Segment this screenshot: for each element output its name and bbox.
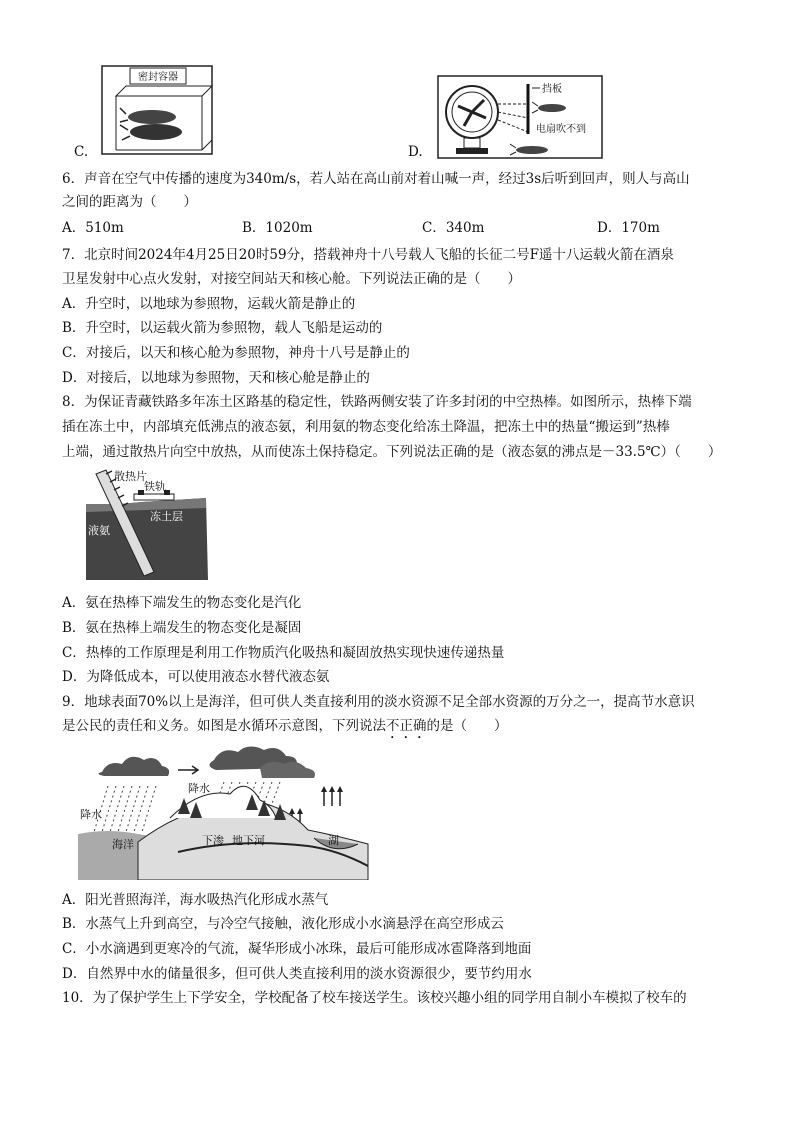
q9-option-d[interactable]: D．自然界中水的储量很多，但可供人类直接利用的淡水资源很少，要节约用水 [62,966,532,982]
q6-option-b[interactable]: B．1020m [242,220,313,236]
q7-option-b[interactable]: B．升空时，以运载火箭为参照物，载人飞船是运动的 [62,320,383,336]
q6-stem-line2: 之间的距离为（ ） [62,194,197,210]
option-d-label: D. [408,144,423,160]
q10-stem-line1: 10．为了保护学生上下学安全，学校配备了校车接送学生。该校兴趣小组的同学用自制小车模拟了校车的 [62,990,687,1006]
lake-label: 湖 [328,834,339,847]
seepage-label: 下渗 [202,834,224,847]
sealed-container-figure [94,62,220,158]
q7-option-c[interactable]: C．对接后，以天和核心舱为参照物，神舟十八号是静止的 [62,345,410,361]
q8-option-a[interactable]: A．氨在热棒下端发生的物态变化是汽化 [62,595,302,611]
fins-label: 散热片 [114,470,147,483]
frozen-soil-label: 冻土层 [150,510,183,523]
q7-stem-line1: 7．北京时间2024年4月25日20时59分，搭载神舟十八号载人飞船的长征二号F遥十八运载火箭在酒泉 [62,247,674,263]
q9-emphasis-not-correct: 不正确 [386,718,427,734]
water-cycle-figure [78,746,378,880]
board-label: 挡板 [542,84,562,95]
option-c-label: C. [74,144,89,160]
ocean-label: 海洋 [112,838,134,851]
q7-stem-line2: 卫星发射中心点火发射，对接空间站天和核心舱。下列说法正确的是（ ） [62,271,521,287]
q9-stem-line2: 是公民的责任和义务。如图是水循环示意图，下列说法不正确的是（ ） [62,718,508,734]
fan-unreachable-label: 电扇吹不到 [536,124,586,135]
sealed-container-label: 密封容器 [138,72,178,83]
fan-and-board-figure [436,74,604,160]
q7-option-a[interactable]: A．升空时，以地球为参照物，运载火箭是静止的 [62,296,356,312]
q8-option-d[interactable]: D．为降低成本，可以使用液态水替代液态氨 [62,669,330,685]
q8-stem-line1: 8．为保证青藏铁路多年冻土区路基的稳定性，铁路两侧安装了许多封闭的中空热棒。如图所示，热棒下端 [62,394,692,410]
rain-label-center: 降水 [188,782,210,795]
q6-stem-line1: 6．声音在空气中传播的速度为340m/s，若人站在高山前对着山喊一声，经过3s后听到回声，则人与高山 [62,171,690,187]
q6-option-c[interactable]: C．340m [422,220,485,236]
rain-label-left: 降水 [80,808,102,821]
q6-option-a[interactable]: A．510m [62,220,124,236]
q9-stem-line1: 9．地球表面70%以上是海洋，但可供人类直接利用的淡水资源不足全部水资源的万分之一，提高节水意识 [62,694,695,710]
q9-option-c[interactable]: C．小水滴遇到更寒冷的气流，凝华形成小冰珠，最后可能形成冰雹降落到地面 [62,941,532,957]
q9-option-a[interactable]: A．阳光普照海洋，海水吸热汽化形成水蒸气 [62,892,329,908]
q7-option-d[interactable]: D．对接后，以地球为参照物，天和核心舱是静止的 [62,370,370,386]
underground-river-label: 地下河 [232,834,265,847]
q6-option-d[interactable]: D．170m [597,220,660,236]
rail-label: 铁轨 [144,480,166,493]
liquid-ammonia-label: 液氨 [88,524,110,537]
heat-pipe-figure [84,468,210,582]
q8-stem-line3: 上端，通过散热片向空中放热，从而使冻土保持稳定。下列说法正确的是（液态氨的沸点是－33.5℃）（ ） [62,444,722,460]
q9-option-b[interactable]: B．水蒸气上升到高空，与冷空气接触，液化形成小水滴悬浮在高空形成云 [62,916,504,932]
q8-option-c[interactable]: C．热棒的工作原理是利用工作物质汽化吸热和凝固放热实现快速传递热量 [62,645,505,661]
q8-option-b[interactable]: B．氨在热棒上端发生的物态变化是凝固 [62,620,302,636]
q8-stem-line2: 插在冻土中，内部填充低沸点的液态氨，利用氨的物态变化给冻土降温，把冻土中的热量“搬运到”热棒 [62,419,670,435]
